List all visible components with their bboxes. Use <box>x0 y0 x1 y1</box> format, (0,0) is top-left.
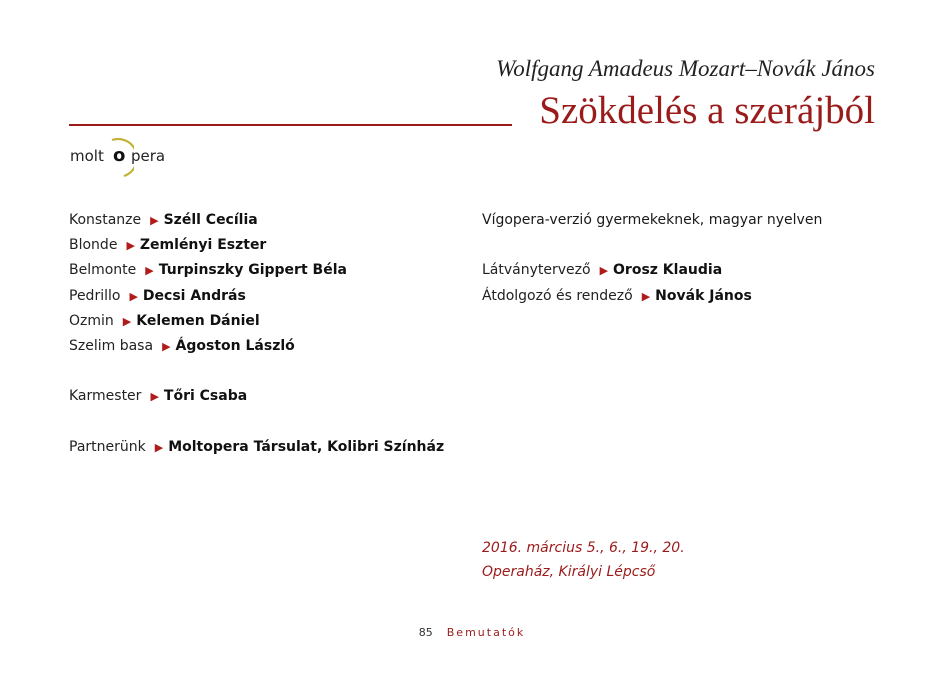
cast-line <box>69 309 469 334</box>
role-label: Ozmin <box>69 312 114 329</box>
arrow-icon: ▶ <box>154 440 164 454</box>
role-label: Partnerünk <box>69 438 146 455</box>
cast-line <box>69 258 469 283</box>
cast-line <box>69 208 469 233</box>
performer-name: Decsi András <box>142 287 246 304</box>
crew-line <box>482 258 882 283</box>
arrow-icon: ▶ <box>129 289 138 303</box>
crew-name: Orosz Klaudia <box>613 262 723 279</box>
role-label: Belmonte <box>69 262 137 279</box>
conductor-line <box>69 384 469 409</box>
logo-text-1: molt <box>70 147 104 165</box>
partner-line <box>69 435 469 460</box>
partner-name: Moltopera Társulat, Kolibri Színház <box>168 438 445 455</box>
logo-text-o: o <box>113 145 126 166</box>
performance-venue: Operaház, Királyi Lépcső <box>482 564 656 580</box>
title-rule <box>69 124 512 126</box>
crew-line <box>482 284 882 309</box>
arrow-icon: ▶ <box>126 239 135 253</box>
composer-line: Wolfgang Amadeus Mozart–Novák János <box>496 56 875 81</box>
cast-line <box>69 233 469 258</box>
page-number: 85 <box>418 626 433 639</box>
performer-name: Turpinszky Gippert Béla <box>158 262 347 279</box>
role-label: Pedrillo <box>69 287 121 304</box>
role-label: Blonde <box>69 237 118 254</box>
crew-list <box>482 208 882 309</box>
arrow-icon: ▶ <box>150 214 159 227</box>
description: Vígopera-verzió gyermekeknek, magyar nyelven <box>482 212 823 228</box>
role-label: Látványtervező <box>482 262 591 279</box>
cast-list <box>69 208 469 460</box>
performer-name: Ágoston László <box>175 337 295 354</box>
performer-name: Kelemen Dániel <box>136 312 260 329</box>
arrow-icon: ▶ <box>599 264 609 278</box>
role-label: Átdolgozó és rendező <box>482 287 633 304</box>
page-footer <box>0 626 944 639</box>
spacer <box>482 233 882 258</box>
section-name: Bemutatók <box>446 626 526 639</box>
arrow-icon: ▶ <box>122 314 132 328</box>
arrow-icon: ▶ <box>162 339 171 353</box>
moltopera-logo <box>70 136 180 180</box>
performance-info <box>482 536 685 584</box>
spacer <box>69 359 469 384</box>
logo-text-2: pera <box>131 147 166 165</box>
performer-name: Széll Cecília <box>163 212 258 228</box>
cast-line <box>69 284 469 309</box>
arrow-icon: ▶ <box>641 289 651 303</box>
performance-dates: 2016. március 5., 6., 19., 20. <box>482 540 685 556</box>
page-title: Szökdelés a szerájból <box>539 89 875 132</box>
role-label: Karmester <box>69 388 142 405</box>
arrow-icon: ▶ <box>150 390 159 404</box>
crew-name: Novák János <box>655 287 752 304</box>
arrow-icon: ▶ <box>145 264 154 278</box>
performer-name: Zemlényi Eszter <box>139 237 267 254</box>
performer-name: Tőri Csaba <box>163 388 248 405</box>
spacer <box>69 410 469 435</box>
cast-line <box>69 334 469 359</box>
role-label: Konstanze <box>69 212 142 228</box>
role-label: Szelim basa <box>69 337 154 354</box>
